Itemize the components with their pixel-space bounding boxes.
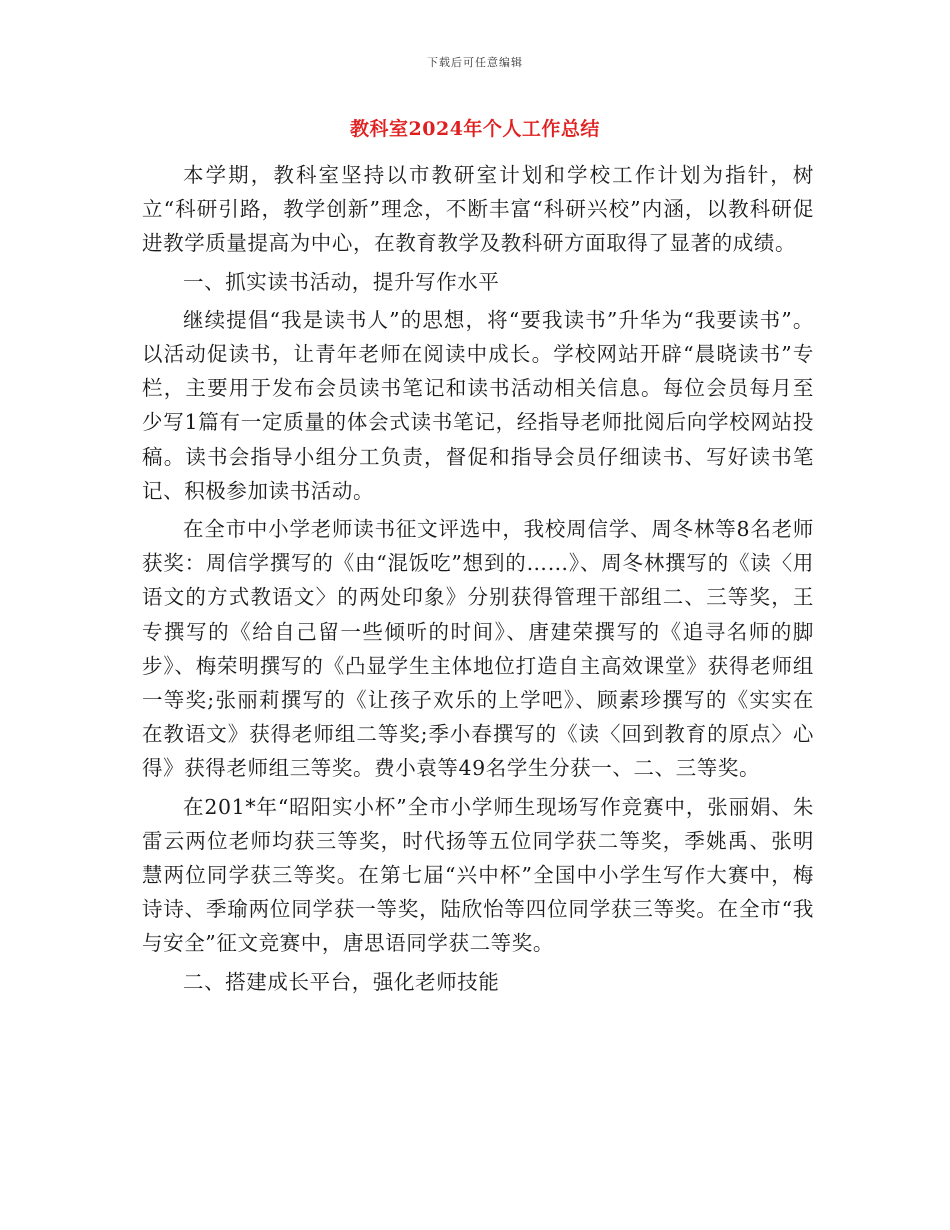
page-header-note: 下载后可任意编辑: [427, 56, 523, 69]
reading-activity-paragraph: 继续提倡“我是读书人”的思想，将“要我读书”升华为“我要读书”。以活动促读书，让青年老师在阅读中成长。学校网站开辟“晨晓读书”专栏，主要用于发布会员读书笔记和读书活动相关信息。每位会员每月至少写1篇有一定质量的体会式读书笔记，经指导老师批阅后向学校网站投稿。读书会指导小组分工负责，督促和指导会员仔细读书、写好读书笔记、积极参加读书活动。: [142, 307, 814, 503]
writing-contest-paragraph: 在201*年“昭阳实小杯”全市小学师生现场写作竞赛中，张丽娟、朱雷云两位老师均获三等奖，时代扬等五位同学获二等奖，季姚禹、张明慧两位同学获三等奖。在第七届“兴中杯”全国中小学生写作大赛中，梅诗诗、季瑜两位同学获一等奖，陆欣怡等四位同学获三等奖。在全市“我与安全”征文竞赛中，唐思语同学获二等奖。: [142, 794, 814, 956]
essay-awards-paragraph: 在全市中小学老师读书征文评选中，我校周信学、周冬林等8名老师获奖：周信学撰写的《由“混饭吃”想到的……》、周冬林撰写的《读〈用语文的方式教语文〉的两处印象》分别获得管理干部组二、三等奖，王专撰写的《给自己留一些倾听的时间》、唐建荣撰写的《追寻名师的脚步》、梅荣明撰写的《凸显学生主体地位打造自主高效课堂》获得老师组一等奖;张丽莉撰写的《让孩子欢乐的上学吧》、顾素珍撰写的《实实在在教语文》获得老师组二等奖;季小春撰写的《读〈回到教育的原点〉心得》获得老师组三等奖。费小袁等49名学生分获一、二、三等奖。: [142, 517, 814, 781]
intro-paragraph: 本学期，教科室坚持以市教研室计划和学校工作计划为指针，树立“科研引路，教学创新”理念，不断丰富“科研兴校”内涵，以教科研促进教学质量提高为中心，在教育教学及教科研方面取得了显著的成绩。: [142, 163, 814, 256]
section-heading-1: 一、抓实读书活动，提升写作水平: [183, 269, 500, 294]
document-body: [142, 158, 814, 1003]
section-heading-2: 二、搭建成长平台，强化老师技能: [183, 969, 500, 994]
document-title: 教科室2024年个人工作总结: [350, 118, 600, 140]
